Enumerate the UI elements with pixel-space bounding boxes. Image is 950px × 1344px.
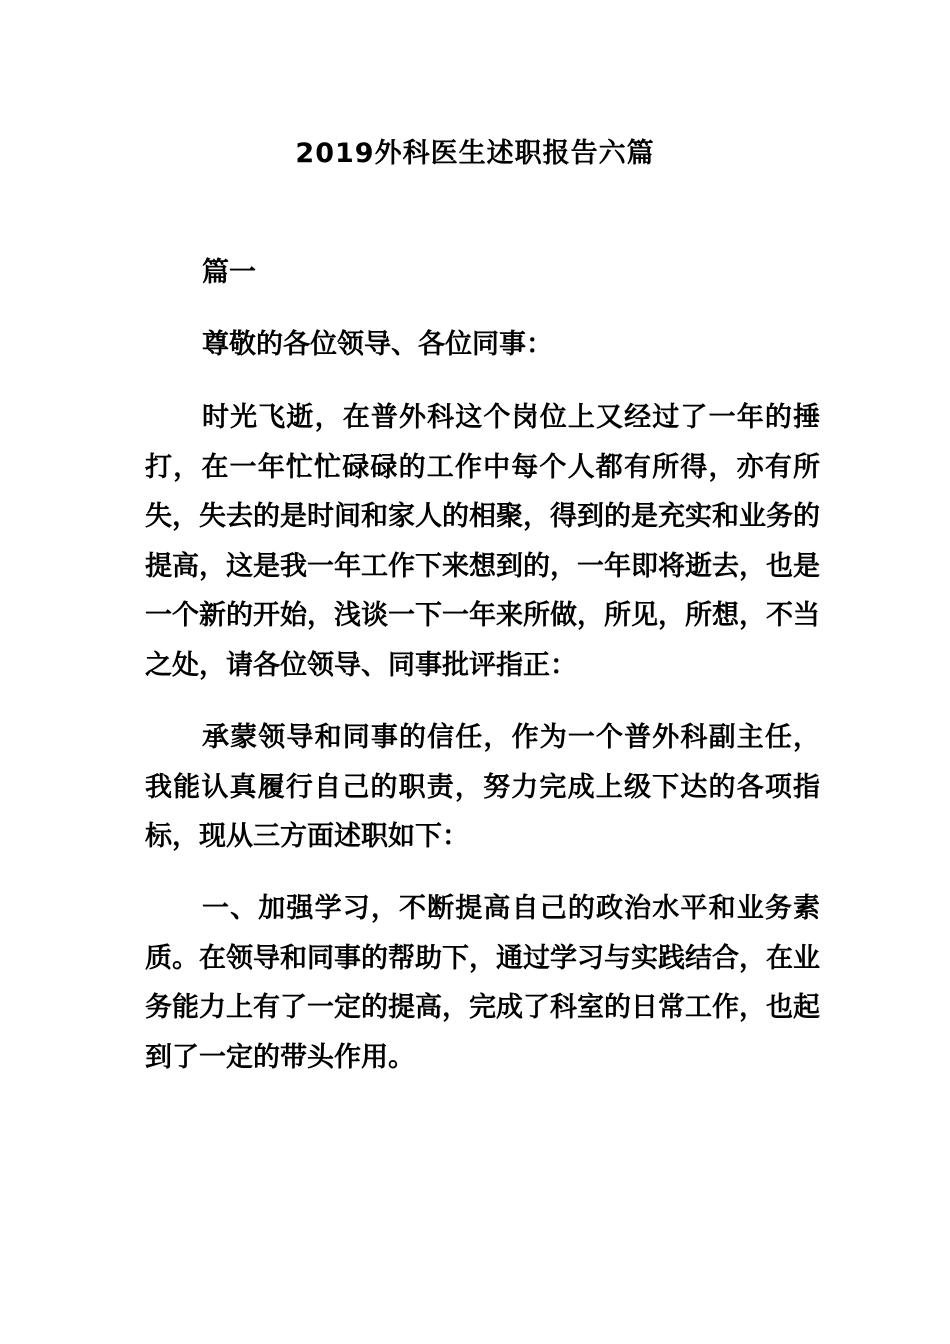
part-heading: 篇一 [202, 257, 256, 288]
document-title: 2019外科医生述职报告六篇 [295, 138, 655, 169]
salutation: 尊敬的各位领导、各位同事： [202, 329, 553, 360]
paragraph-role: 承蒙领导和同事的信任，作为一个普外科副主任，我能认真履行自己的职责，努力完成上级下达的各项指标，现从三方面述职如下： [145, 722, 820, 852]
paragraph-section-one: 一、加强学习，不断提高自己的政治水平和业务素质。在领导和同事的帮助下，通过学习与实践结合，在业务能力上有了一定的提高，完成了科室的日常工作，也起到了一定的带头作用。 [145, 893, 820, 1073]
paragraph-intro: 时光飞逝，在普外科这个岗位上又经过了一年的捶打，在一年忙忙碌碌的工作中每个人都有所得，亦有所失，失去的是时间和家人的相聚，得到的是充实和业务的提高，这是我一年工作下来想到的，一年即将逝去，也是一个新的开始，浅谈一下一年来所做，所见，所想，不当之处，请各位领导、同事批评指正： [145, 402, 820, 681]
